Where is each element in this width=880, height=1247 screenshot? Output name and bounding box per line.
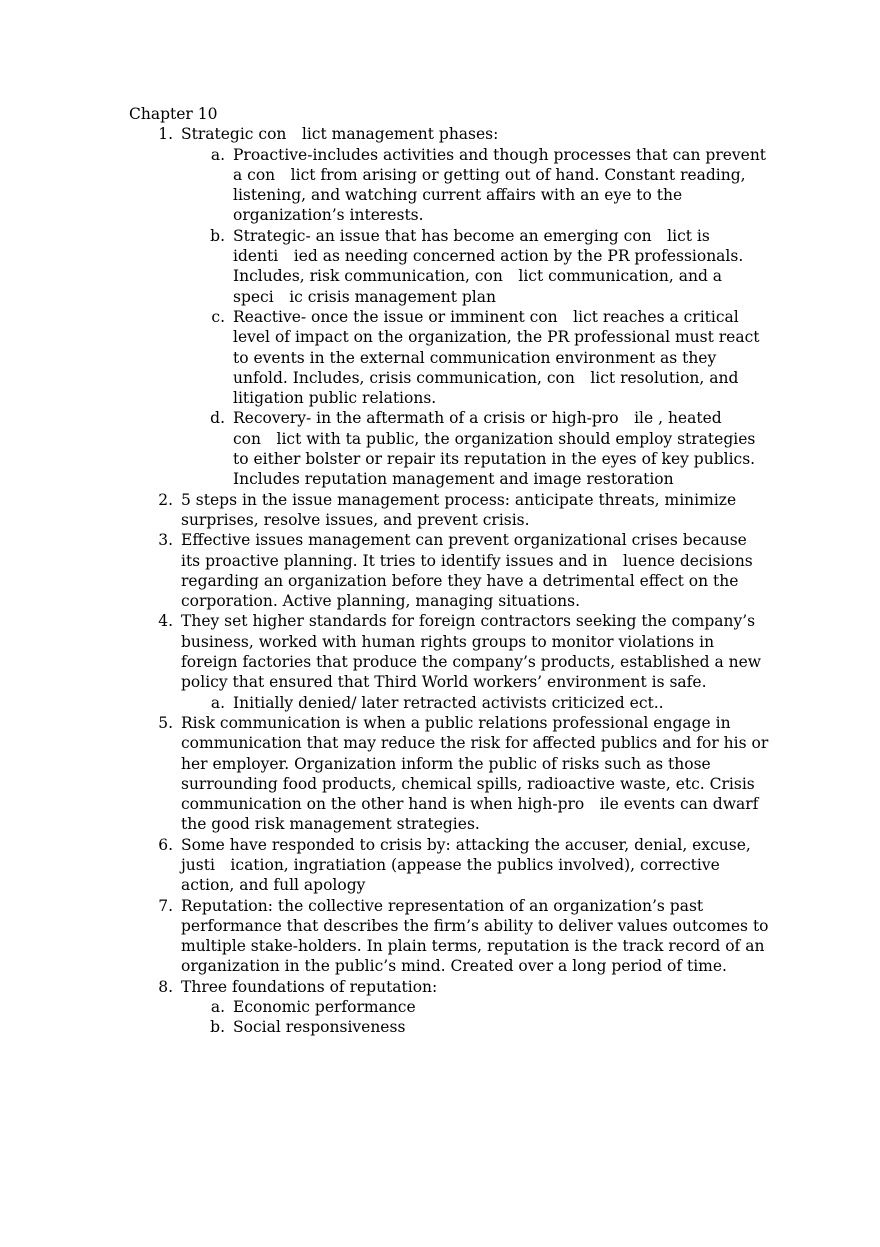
sub-list-item-text: Initially denied/ later retracted activists criticized ect.. xyxy=(233,693,664,712)
numbered-list xyxy=(129,124,769,1037)
sub-list-item-text: Recovery- in the aftermath of a crisis or high-pro ile , heated con lict with ta public, the organization should employ strategies to either bolster or repair its reputation in the eyes of key publics. Includes reputation management and image restoration xyxy=(233,409,756,489)
sub-list-item-text: Economic performance xyxy=(233,998,416,1017)
list-item-number: 5. xyxy=(158,713,173,732)
list-item-text: Effective issues management can prevent organizational crises because its proactive planning. It tries to identify issues and in luence decisions regarding an organization before they have a detrimental effect on the corporation. Active planning, managing situations. xyxy=(181,531,753,611)
sub-list-item xyxy=(181,693,769,713)
list-item xyxy=(129,896,769,977)
list-item-text: Some have responded to crisis by: attacking the accuser, denial, excuse, justi ication, ingratiation (appease the publics involved), corrective action, and full apology xyxy=(181,835,751,895)
sub-list xyxy=(181,997,769,1038)
list-item-text: Three foundations of reputation: xyxy=(181,977,438,996)
list-item xyxy=(129,611,769,712)
list-item xyxy=(129,835,769,896)
list-item-text: Reputation: the collective representation of an organization’s past performance that describes the firm’s ability to deliver values outcomes to multiple stake-holders. In plain terms, reputation is the track record of an organization in the public’s mind. Created over a long period of time. xyxy=(181,896,769,976)
sub-list-item xyxy=(181,408,769,489)
list-item-text: Strategic con lict management phases: xyxy=(181,125,499,144)
sub-list-item xyxy=(181,1017,769,1037)
sub-list-item-letter: a. xyxy=(210,693,225,712)
list-item-number: 1. xyxy=(158,125,173,144)
list-item xyxy=(129,713,769,835)
list-item-number: 8. xyxy=(158,977,173,996)
list-item-number: 6. xyxy=(158,835,173,854)
sub-list-item-letter: b. xyxy=(210,226,225,245)
sub-list-item-text: Social responsiveness xyxy=(233,1018,406,1037)
sub-list-item-letter: b. xyxy=(210,1018,225,1037)
sub-list-item xyxy=(181,307,769,408)
list-item xyxy=(129,490,769,531)
sub-list-item-letter: d. xyxy=(210,409,225,428)
list-item-number: 3. xyxy=(158,531,173,550)
list-item-number: 2. xyxy=(158,490,173,509)
sub-list-item-text: Strategic- an issue that has become an emerging con lict is identi ied as needing concerned action by the PR professionals. Includes, risk communication, con lict communication, and a speci ic crisis management plan xyxy=(233,226,744,306)
sub-list-item-letter: a. xyxy=(210,145,225,164)
list-item-number: 4. xyxy=(158,612,173,631)
sub-list xyxy=(181,145,769,490)
sub-list-item-letter: a. xyxy=(210,998,225,1017)
sub-list xyxy=(181,693,769,713)
sub-list-item-text: Proactive-includes activities and though processes that can prevent a con lict from arising or getting out of hand. Constant reading, listening, and watching current affairs with an eye to the organization’s interests. xyxy=(233,145,767,225)
list-item-text: They set higher standards for foreign contractors seeking the company’s business, worked with human rights groups to monitor violations in foreign factories that produce the company’s products, established a new policy that ensured that Third World workers’ environment is safe. xyxy=(181,612,762,692)
chapter-title: Chapter 10 xyxy=(129,105,218,123)
sub-list-item-text: Reactive- once the issue or imminent con lict reaches a critical level of impact on the organization, the PR professional must react to events in the external communication environment as they unfold. Includes, crisis communication, con lict resolution, and litigation public relations. xyxy=(233,307,760,408)
sub-list-item xyxy=(181,997,769,1017)
list-item-number: 7. xyxy=(158,896,173,915)
list-item xyxy=(129,977,769,1038)
sub-list-item-letter: c. xyxy=(211,307,225,326)
sub-list-item xyxy=(181,145,769,226)
list-item-text: 5 steps in the issue management process: anticipate threats, minimize surprises, resolve issues, and prevent crisis. xyxy=(181,490,737,529)
list-item xyxy=(129,530,769,611)
list-item-text: Risk communication is when a public relations professional engage in communication that may reduce the risk for affected publics and for his or her employer. Organization inform the public of risks such as those surrounding food products, chemical spills, radioactive waste, etc. Crisis communication on the other hand is when high-pro ile events can dwarf the good risk management strategies. xyxy=(181,713,769,834)
sub-list-item xyxy=(181,226,769,307)
list-item xyxy=(129,124,769,489)
document-body xyxy=(129,104,769,1038)
